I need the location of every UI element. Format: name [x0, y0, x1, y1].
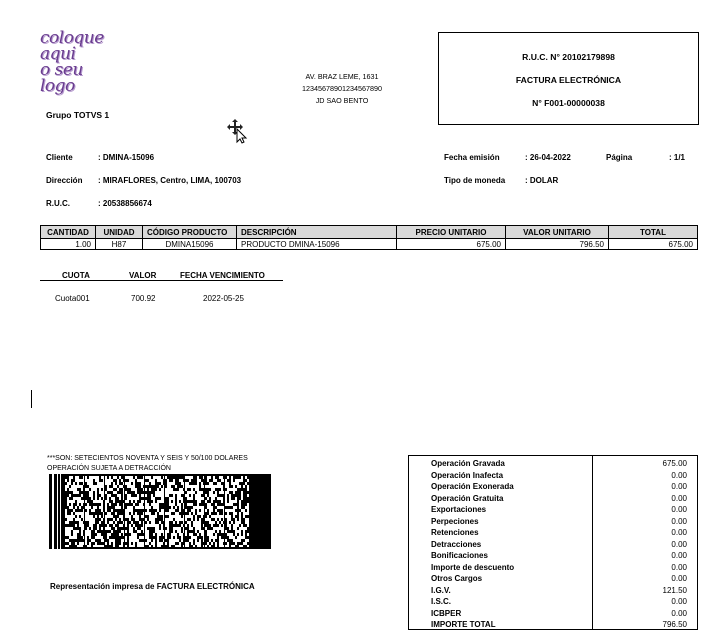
cliente-value: : DMINA-15096: [98, 153, 155, 162]
totals-row: [409, 597, 697, 609]
col-codigo: CÓDIGO PRODUCTO: [143, 226, 237, 239]
col-unidad: UNIDAD: [96, 226, 143, 239]
cuota-valor: 700.92: [131, 294, 156, 303]
company-logo: [40, 28, 104, 96]
direccion-value: : MIRAFLORES, Centro, LIMA, 100703: [98, 176, 242, 185]
totals-value: 796.50: [662, 620, 687, 629]
totals-row: [409, 459, 697, 471]
cuota-name: Cuota001: [55, 294, 90, 303]
totals-row: [409, 505, 697, 517]
totals-value: 0.00: [671, 516, 687, 526]
move-cursor-icon: [226, 118, 248, 148]
barcode-graphic: [49, 474, 271, 549]
totals-row: [409, 494, 697, 506]
invoice-number: N° F001-00000038: [532, 98, 605, 108]
totals-row: [409, 609, 697, 621]
col-descripcion: DESCRIPCIÓN: [237, 226, 397, 239]
ruc-value: : 20538856674: [98, 199, 152, 208]
ruc-label: R.U.C.: [46, 199, 70, 208]
totals-label: Bonificaciones: [431, 551, 488, 560]
totals-label: Perpeciones: [431, 516, 479, 526]
totals-label: Operación Gratuita: [431, 493, 504, 503]
table-row: [41, 239, 698, 250]
items-table: [40, 225, 698, 250]
totals-label: Detracciones: [431, 539, 482, 549]
totals-label: I.G.V.: [431, 585, 451, 595]
pdf417-barcode: [49, 474, 271, 549]
ruc-number: R.U.C. N° 20102179898: [522, 52, 615, 62]
company-address: [290, 71, 394, 107]
moneda-value: : DOLAR: [525, 176, 559, 185]
totals-row: [409, 574, 697, 586]
totals-label: I.S.C.: [431, 597, 452, 606]
totals-value: 121.50: [662, 585, 687, 595]
items-header-row: [41, 226, 698, 239]
totals-box: [408, 455, 698, 630]
company-name: Grupo TOTVS 1: [46, 110, 110, 120]
totals-row: [409, 482, 697, 494]
totals-value: 0.00: [671, 574, 687, 583]
col-valor: VALOR UNITARIO: [506, 226, 609, 239]
totals-label: Operación Exonerada: [431, 482, 514, 491]
amount-notes: [47, 454, 248, 474]
totals-value: 0.00: [671, 482, 687, 491]
totals-row: [409, 471, 697, 483]
totals-label: Importe de descuento: [431, 562, 515, 572]
totals-value: 0.00: [671, 608, 687, 618]
fecha-value: : 26-04-2022: [525, 153, 571, 162]
address-line-3: JD SAO BENTO: [315, 96, 369, 105]
totals-value: 0.00: [671, 493, 687, 503]
text-caret: [31, 390, 32, 408]
totals-label: Otros Cargos: [431, 574, 483, 583]
logo-line-2: o seu logo: [40, 60, 83, 96]
totals-row: [409, 563, 697, 575]
cell-codigo: DMINA15096: [143, 239, 237, 250]
cuota-header: CUOTA: [62, 271, 90, 280]
amount-in-words: ***SON: SETECIENTOS NOVENTA Y SEIS Y 50/100 DOLARES: [47, 455, 248, 462]
totals-value: 0.00: [671, 597, 687, 606]
cliente-label: Cliente: [46, 153, 73, 162]
totals-row: [409, 528, 697, 540]
col-cantidad: CANTIDAD: [41, 226, 96, 239]
document-type: FACTURA ELECTRÓNICA: [515, 75, 622, 85]
cell-precio: 675.00: [397, 239, 506, 250]
cuota-valor-header: VALOR: [129, 271, 157, 280]
totals-value: 0.00: [671, 551, 687, 560]
cuota-fecha-header: FECHA VENCIMIENTO: [180, 271, 265, 280]
cell-unidad: H87: [96, 239, 143, 250]
fecha-label: Fecha emisión: [444, 153, 500, 162]
cuota-fecha: 2022-05-25: [203, 294, 244, 303]
totals-value: 0.00: [671, 539, 687, 549]
totals-value: 0.00: [671, 528, 687, 537]
cell-descripcion: PRODUCTO DMINA-15096: [237, 239, 397, 250]
moneda-label: Tipo de moneda: [444, 176, 506, 185]
cell-total: 675.00: [609, 239, 698, 250]
totals-value: 0.00: [671, 562, 687, 572]
col-total: TOTAL: [609, 226, 698, 239]
totals-label: Retenciones: [431, 528, 479, 537]
cell-cantidad: 1.00: [41, 239, 96, 250]
pagina-value: : 1/1: [669, 153, 686, 162]
totals-row: [409, 517, 697, 529]
representation-text: Representación impresa de FACTURA ELECTRÓNICA: [50, 582, 255, 591]
pagina-label: Página: [606, 153, 633, 162]
totals-value: 0.00: [671, 505, 687, 514]
totals-label: Operación Inafecta: [431, 470, 504, 480]
col-precio: PRECIO UNITARIO: [397, 226, 506, 239]
totals-value: 675.00: [662, 459, 687, 468]
totals-label: ICBPER: [431, 608, 462, 618]
totals-label: Exportaciones: [431, 505, 487, 514]
totals-label: IMPORTE TOTAL: [431, 620, 496, 629]
cuota-divider: [40, 280, 283, 281]
detraccion-note: OPERACIÓN SUJETA A DETRACCIÓN: [47, 465, 171, 472]
address-line-1: AV. BRAZ LEME, 1631: [305, 72, 379, 81]
ruc-box: [438, 32, 699, 125]
totals-label: Operación Gravada: [431, 459, 505, 468]
totals-row: [409, 620, 697, 632]
totals-row: [409, 586, 697, 598]
cell-valor: 796.50: [506, 239, 609, 250]
totals-row: [409, 540, 697, 552]
direccion-label: Dirección: [46, 176, 83, 185]
totals-value: 0.00: [671, 470, 687, 480]
totals-row: [409, 551, 697, 563]
logo-line-1: coloque aqui: [40, 28, 104, 64]
address-line-2: 12345678901234567890: [302, 84, 382, 93]
